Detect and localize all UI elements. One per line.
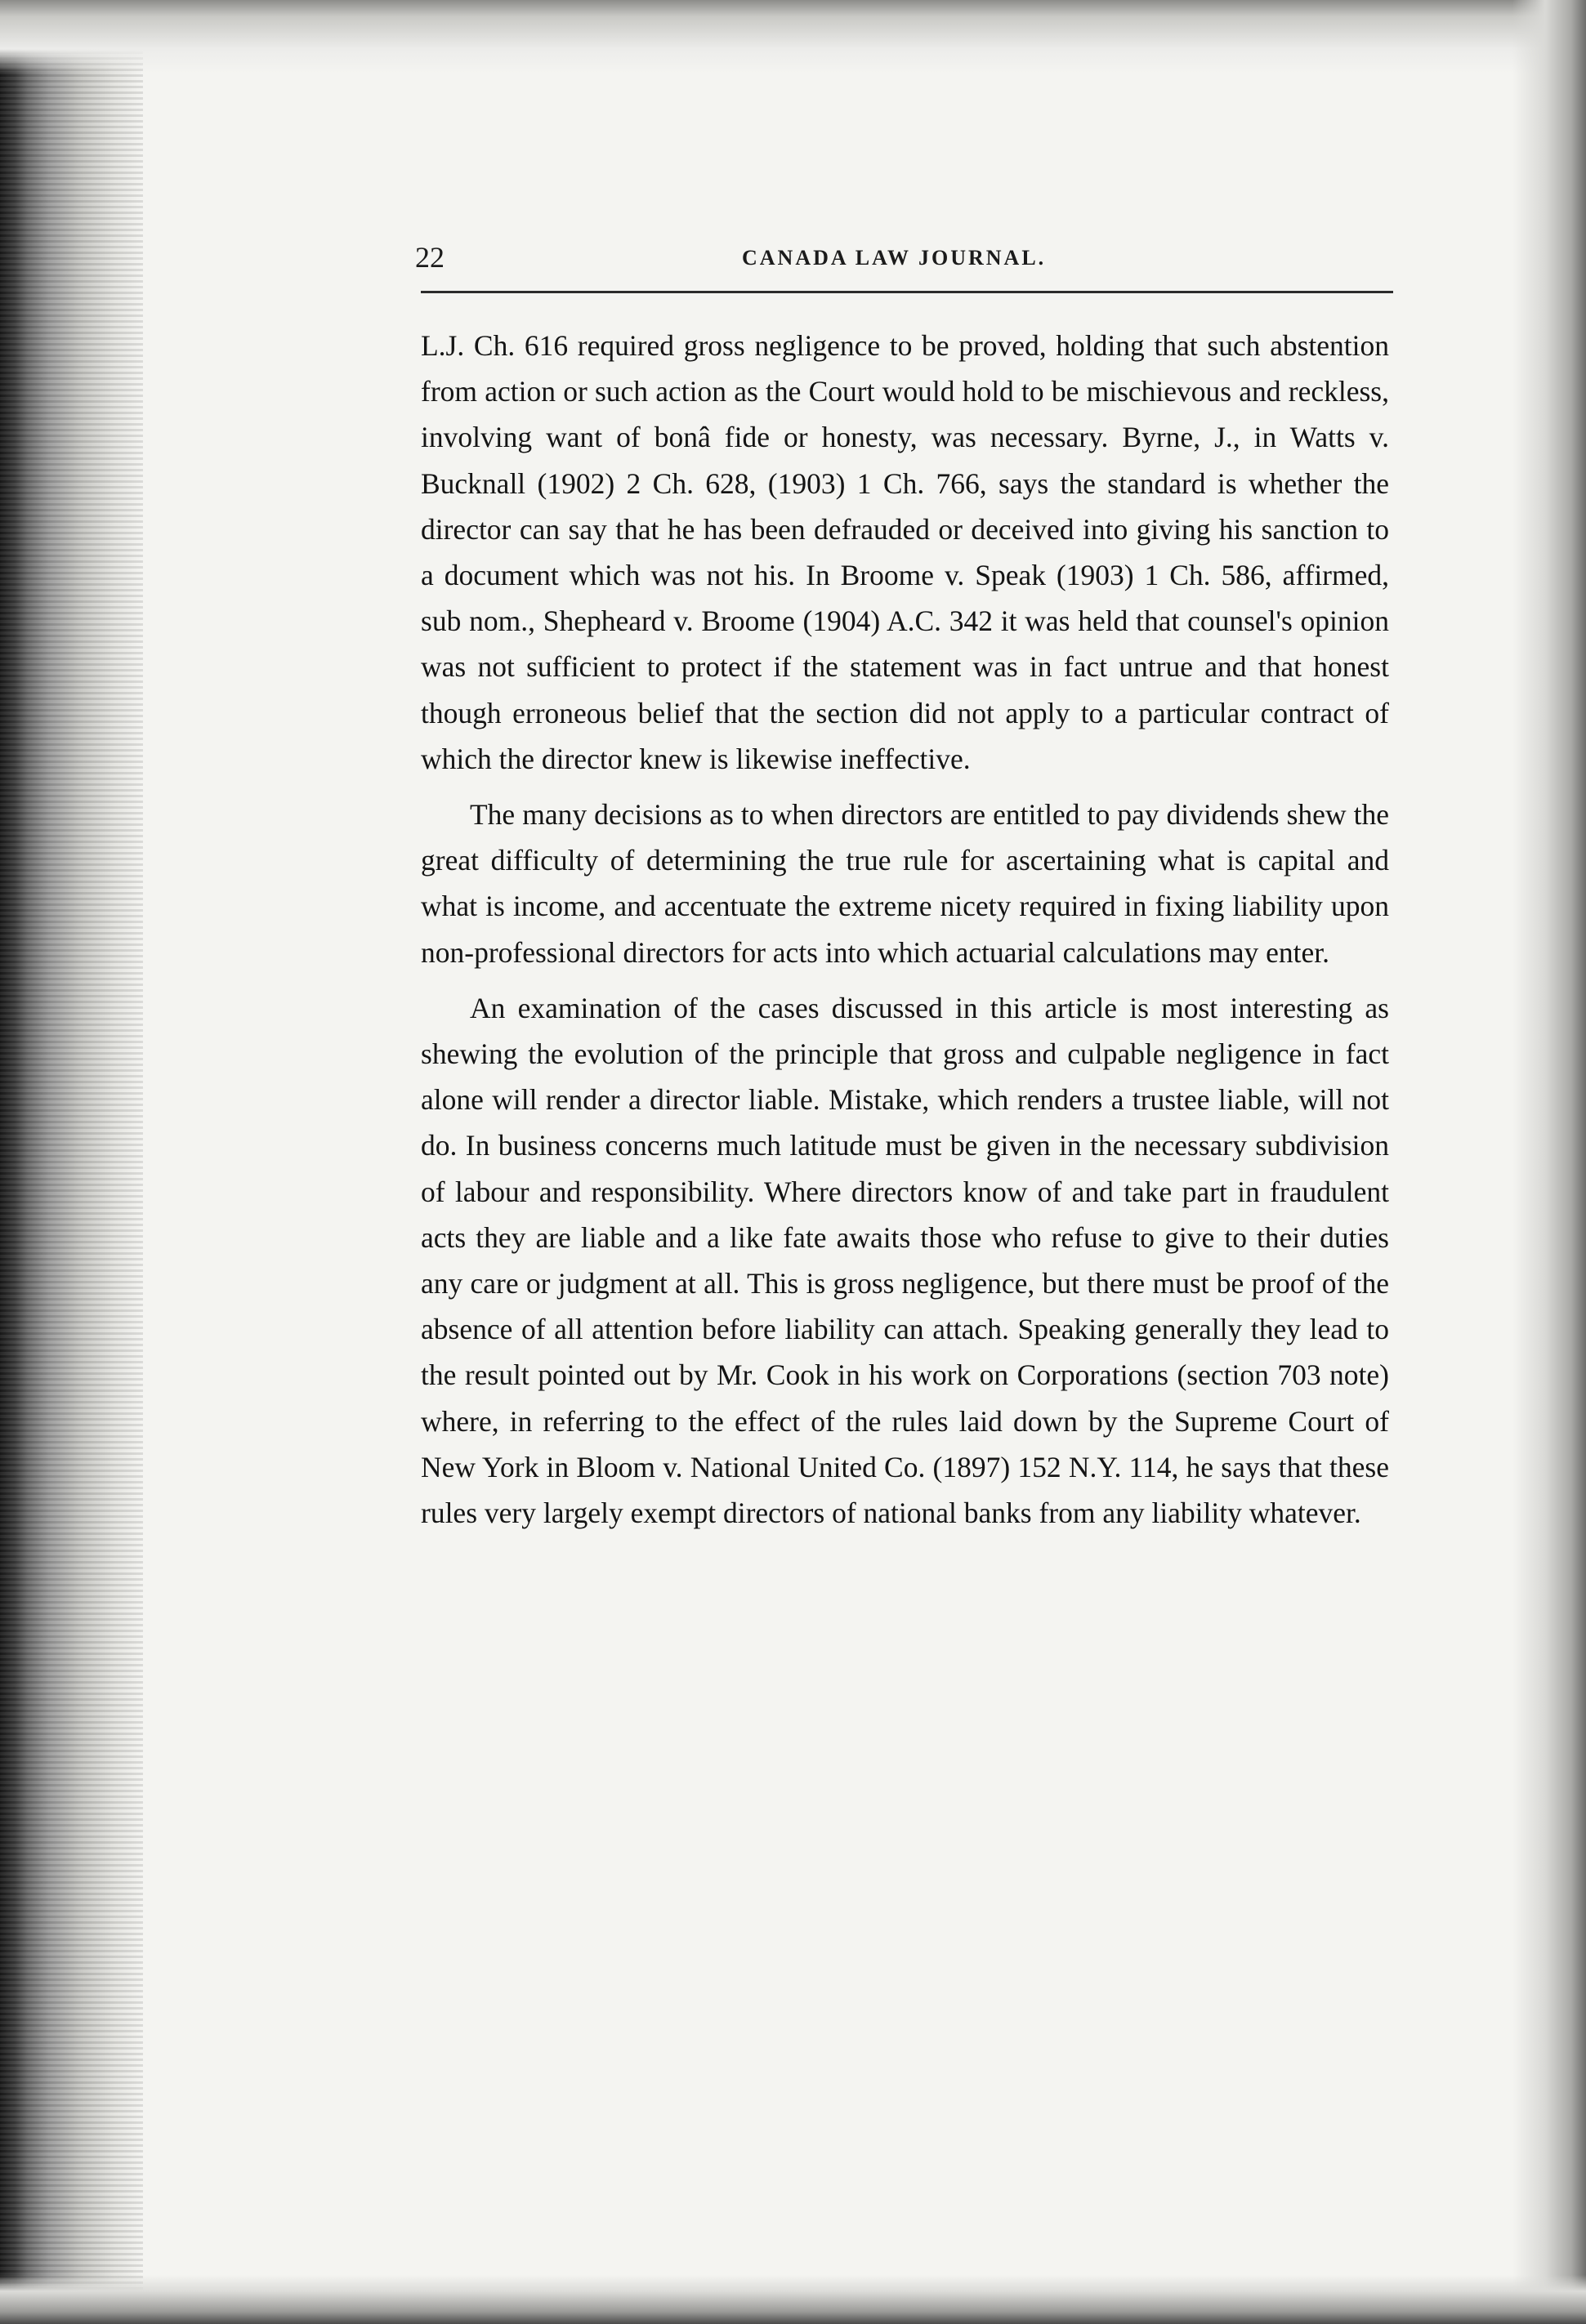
running-head — [415, 237, 1396, 278]
binding-shadow — [0, 0, 143, 2324]
top-edge-shadow — [0, 0, 1586, 74]
body-text — [421, 323, 1389, 1536]
right-edge-shadow — [1512, 0, 1586, 2324]
paragraph-1: L.J. Ch. 616 required gross negligence to be proved, holding that such abstention from action or such action as the Court would hold to be mischievous and reckless, involving want of bonâ fide or honesty, was necessary. Byrne, J., in Watts v. Bucknall (1902) 2 Ch. 628, (1903) 1 Ch. 766, says the standard is whether the director can say that he has been defrauded or deceived into giving his sanction to a document which was not his. In Broome v. Speak (1903) 1 Ch. 586, affirmed, sub nom., Shepheard v. Broome (1904) A.C. 342 it was held that counsel's opinion was not sufficient to protect if the statement was in fact untrue and that honest though erroneous belief that the section did not apply to a particular contract of which the director knew is likewise ineffective. — [421, 329, 1389, 775]
header-rule — [421, 291, 1393, 293]
journal-title: CANADA LAW JOURNAL. — [742, 246, 1047, 270]
page-number: 22 — [415, 241, 445, 274]
bottom-edge-shadow — [0, 2275, 1586, 2324]
paragraph-3: An examination of the cases discussed in this article is most interesting as shewing the evolution of the principle that gross and culpable negligence in fact alone will render a director liable. Mistake, which renders a trustee liable, will not do. In business concerns much latitude must be given in the necessary subdivision of labour and responsibility. Where directors know of and take part in fraudulent acts they are liable and a like fate awaits those who refuse to give to their duties any care or judgment at all. This is gross negligence, but there must be proof of the absence of all attention before liability can attach. Speaking generally they lead to the result pointed out by Mr. Cook in his work on Corporations (section 703 note) where, in referring to the effect of the rules laid down by the Supreme Court of New York in Bloom v. National United Co. (1897) 152 N.Y. 114, he says that these rules very largely exempt directors of national banks from any liability whatever. — [421, 991, 1389, 1530]
paragraph-2: The many decisions as to when directors are entitled to pay dividends shew the great difficulty of determining the true rule for ascertaining what is capital and what is income, and accentuate the extreme nicety required in fixing liability upon non-professional directors for acts into which actuarial calculations may enter. — [421, 798, 1389, 969]
